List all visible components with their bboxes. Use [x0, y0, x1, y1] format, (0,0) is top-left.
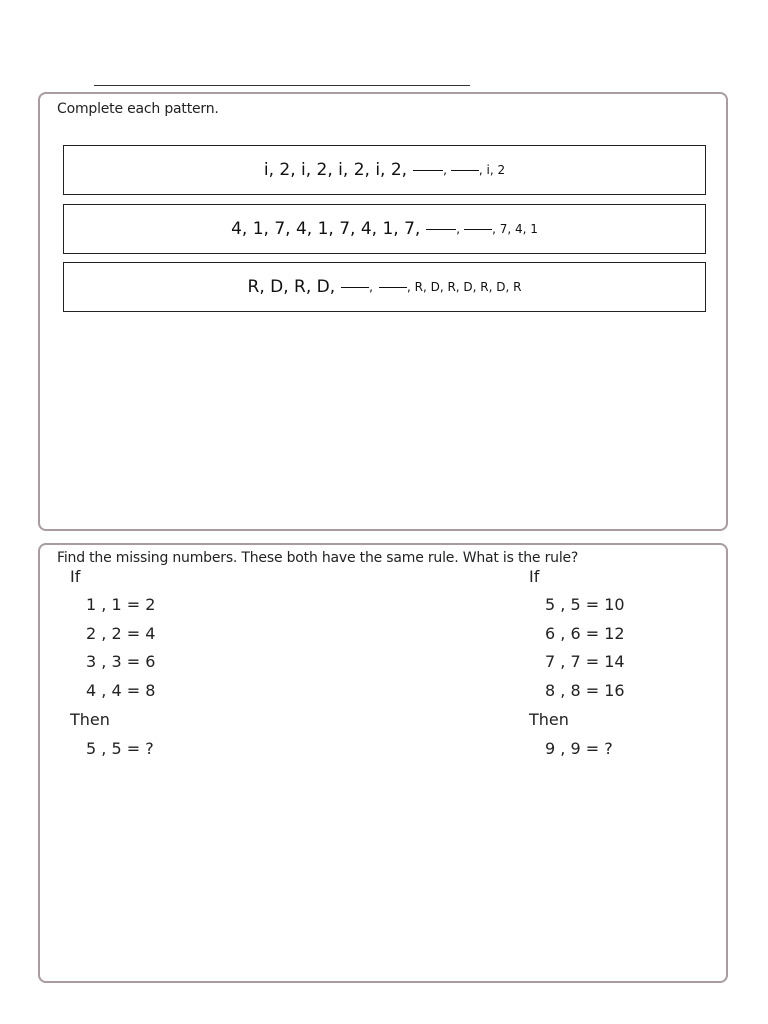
- pattern-box-1: i, 2, i, 2, i, 2, i, 2, , , i, 2: [63, 145, 706, 195]
- left-equation-3: 3 , 3 = 6: [86, 652, 156, 671]
- pattern-3-blank-2[interactable]: [379, 286, 407, 288]
- pattern-1-given: i, 2, i, 2, i, 2, i, 2,: [263, 160, 408, 180]
- right-equation-3: 7 , 7 = 14: [545, 652, 625, 671]
- right-if-label: If: [529, 567, 540, 586]
- right-equation-4: 8 , 8 = 16: [545, 681, 625, 700]
- pattern-box-2: 4, 1, 7, 4, 1, 7, 4, 1, 7, , , 7, 4, 1: [63, 204, 706, 254]
- name-line[interactable]: [94, 85, 470, 86]
- pattern-2-after: , 7, 4, 1: [492, 222, 538, 236]
- pattern-3-blank-1[interactable]: [341, 286, 369, 288]
- pattern-1-blank-1[interactable]: [413, 169, 443, 171]
- pattern-2-given: 4, 1, 7, 4, 1, 7, 4, 1, 7,: [231, 219, 421, 239]
- right-question: 9 , 9 = ?: [545, 739, 613, 758]
- pattern-2-blank-1[interactable]: [426, 228, 456, 230]
- left-equation-2: 2 , 2 = 4: [86, 624, 156, 643]
- pattern-1-blank-2[interactable]: [451, 169, 479, 171]
- left-if-label: If: [70, 567, 81, 586]
- left-then-label: Then: [70, 710, 110, 729]
- pattern-3-given: R, D, R, D,: [247, 277, 336, 297]
- rules-panel: [38, 543, 728, 983]
- pattern-2-blank-2[interactable]: [464, 228, 492, 230]
- left-question: 5 , 5 = ?: [86, 739, 154, 758]
- pattern-1-after: , i, 2: [478, 163, 506, 177]
- pattern-box-3: R, D, R, D, , , R, D, R, D, R, D, R: [63, 262, 706, 312]
- rules-instruction: Find the missing numbers. These both have the same rule. What is the rule?: [57, 550, 579, 566]
- right-then-label: Then: [529, 710, 569, 729]
- right-equation-1: 5 , 5 = 10: [545, 595, 625, 614]
- right-equation-2: 6 , 6 = 12: [545, 624, 625, 643]
- pattern-3-after: , R, D, R, D, R, D, R: [406, 280, 522, 294]
- left-equation-4: 4 , 4 = 8: [86, 681, 156, 700]
- left-equation-1: 1 , 1 = 2: [86, 595, 156, 614]
- patterns-panel: [38, 92, 728, 531]
- patterns-instruction: Complete each pattern.: [57, 101, 219, 117]
